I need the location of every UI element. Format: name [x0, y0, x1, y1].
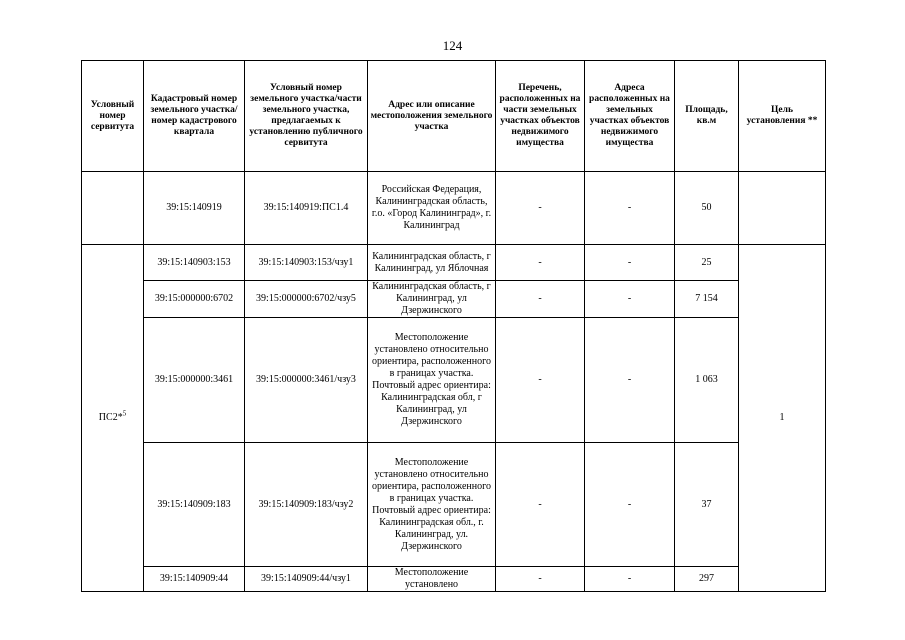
area-cell: 297 [675, 567, 739, 592]
cadastral-cell: 39:15:140909:44 [144, 567, 245, 592]
area-cell: 50 [675, 172, 739, 245]
header-address: Адрес или описание местоположения земельного участка [368, 61, 496, 172]
header-purpose: Цель установления ** [739, 61, 826, 172]
address-cell: Местоположение установлено [368, 567, 496, 592]
cadastral-cell: 39:15:000000:3461 [144, 318, 245, 443]
cadastral-cell: 39:15:140903:153 [144, 245, 245, 281]
table-header-row [82, 61, 826, 172]
address-cell: Калининградская область, г Калининград, ул Яблочная [368, 245, 496, 281]
purpose-group-cell: 1 [739, 245, 826, 592]
table-row [82, 172, 826, 245]
objects-addresses-cell: - [585, 443, 675, 567]
objects-list-cell: - [496, 245, 585, 281]
objects-list-cell: - [496, 281, 585, 318]
address-cell: Российская Федерация, Калининградская область, г.о. «Город Калининград», г. Калининград [368, 172, 496, 245]
cadastral-cell: 39:15:140909:183 [144, 443, 245, 567]
servitude-table [81, 60, 826, 592]
servitude-group-cell [82, 245, 144, 592]
cadastral-cell: 39:15:140919 [144, 172, 245, 245]
objects-addresses-cell: - [585, 172, 675, 245]
area-cell: 1 063 [675, 318, 739, 443]
objects-list-cell: - [496, 172, 585, 245]
part-cell: 39:15:140909:44/чзу1 [245, 567, 368, 592]
objects-addresses-cell: - [585, 281, 675, 318]
page-number: 124 [442, 38, 463, 53]
objects-list-cell: - [496, 567, 585, 592]
part-cell: 39:15:140909:183/чзу2 [245, 443, 368, 567]
area-cell: 7 154 [675, 281, 739, 318]
objects-addresses-cell: - [585, 567, 675, 592]
table-row [82, 281, 826, 318]
objects-list-cell: - [496, 443, 585, 567]
table-row [82, 567, 826, 592]
part-cell: 39:15:000000:3461/чзу3 [245, 318, 368, 443]
header-area: Площадь, кв.м [675, 61, 739, 172]
address-cell: Местоположение установлено относительно ориентира, расположенного в границах участка. Почтовый адрес ориентира: Калининградская обл, г Калининград, ул Дзержинского [368, 318, 496, 443]
purpose-cell [739, 172, 826, 245]
area-cell: 25 [675, 245, 739, 281]
objects-list-cell: - [496, 318, 585, 443]
table-row [82, 443, 826, 567]
objects-addresses-cell: - [585, 318, 675, 443]
table-row [82, 245, 826, 281]
header-objects-addresses: Адреса расположенных на земельных участках объектов недвижимого имущества [585, 61, 675, 172]
servitude-footnote: 5 [122, 409, 127, 418]
header-cadastral-number: Кадастровый номер земельного участка/номер кадастрового квартала [144, 61, 245, 172]
table-row [82, 318, 826, 443]
address-cell: Местоположение установлено относительно ориентира, расположенного в границах участка. Почтовый адрес ориентира: Калининградская обл., г. Калининград, ул. Дзержинского [368, 443, 496, 567]
part-cell: 39:15:000000:6702/чзу5 [245, 281, 368, 318]
header-part-number: Условный номер земельного участка/части земельного участка, предлагаемых к установлению публичного сервитута [245, 61, 368, 172]
address-cell: Калининградская область, г Калининград, ул Дзержинского [368, 281, 496, 318]
part-cell: 39:15:140903:153/чзу1 [245, 245, 368, 281]
part-cell: 39:15:140919:ПС1.4 [245, 172, 368, 245]
header-objects-list: Перечень, расположенных на части земельных участках объектов недвижимого имущества [496, 61, 585, 172]
cadastral-cell: 39:15:000000:6702 [144, 281, 245, 318]
header-servitude-number: Условный номер сервитута [82, 61, 144, 172]
objects-addresses-cell: - [585, 245, 675, 281]
servitude-number: ПС2* [98, 412, 123, 423]
area-cell: 37 [675, 443, 739, 567]
servitude-cell [82, 172, 144, 245]
